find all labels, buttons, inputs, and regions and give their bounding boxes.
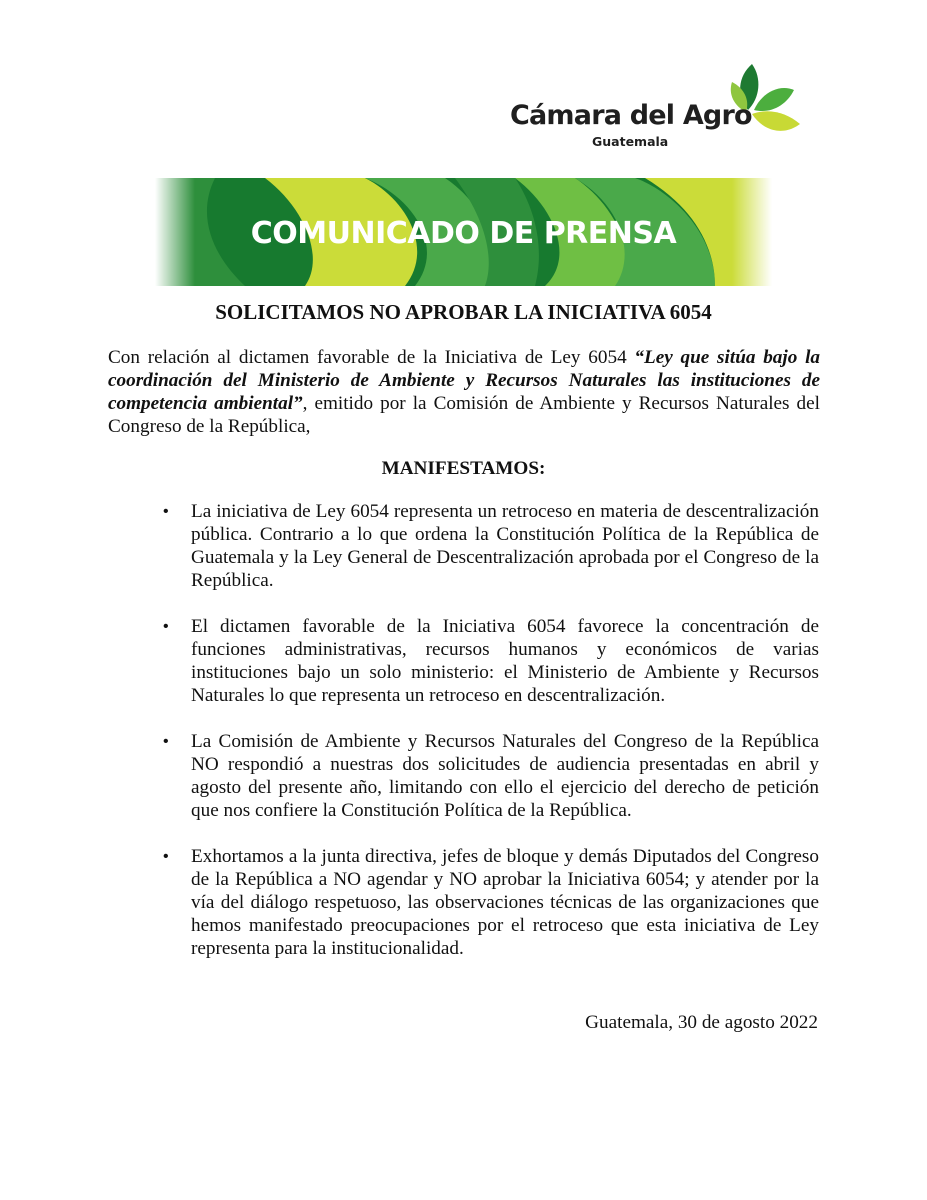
banner-title: COMUNICADO DE PRENSA bbox=[250, 216, 677, 251]
list-item-text: El dictamen favorable de la Iniciativa 6054 favorece la concentración de funciones administrativas, recursos humanos y económicos de varias instituciones bajo un solo ministerio: el Ministerio de Ambiente y Recursos Naturales lo que representa un retroceso en descentralización. bbox=[191, 616, 819, 706]
logo-name: Cámara del Agro bbox=[510, 100, 752, 131]
list-item bbox=[163, 730, 819, 822]
camara-del-agro-logo bbox=[510, 62, 800, 154]
intro-text-start: Con relación al dictamen favorable de la Iniciativa de Ley 6054 bbox=[108, 347, 635, 368]
list-item-text: La iniciativa de Ley 6054 representa un retroceso en materia de descentralización pública. Contrario a lo que ordena la Constitución Política de la República de Guatemala y la Ley General de Descentralización aprobada por el Congreso de la República. bbox=[191, 501, 819, 591]
list-item-text: La Comisión de Ambiente y Recursos Naturales del Congreso de la República NO respondió a nuestras dos solicitudes de audiencia presentadas en abril y agosto del presente año, limitando con ello el ejercicio del derecho de petición que nos confiere la Constitución Política de la República. bbox=[191, 731, 819, 821]
bullet-marker: • bbox=[163, 618, 169, 635]
date-line: Guatemala, 30 de agosto 2022 bbox=[585, 1012, 818, 1033]
intro-paragraph bbox=[108, 346, 820, 438]
list-item bbox=[163, 615, 819, 707]
statement-list bbox=[163, 500, 819, 983]
bullet-marker: • bbox=[163, 848, 169, 865]
press-release-banner bbox=[155, 178, 772, 286]
list-item bbox=[163, 500, 819, 592]
intro-text-end: , emitido por la Comisión de Ambiente y Recursos Naturales del Congreso de la República, bbox=[108, 393, 820, 437]
document-title: SOLICITAMOS NO APROBAR LA INICIATIVA 6054 bbox=[215, 300, 712, 324]
list-item-text: Exhortamos a la junta directiva, jefes de bloque y demás Diputados del Congreso de la República a NO agendar y NO aprobar la Iniciativa 6054; y atender por la vía del diálogo respetuoso, las observaciones técnicas de las organizaciones que hemos manifestado preocupaciones por el retroceso que esta iniciativa de Ley representa para la institucionalidad. bbox=[191, 846, 819, 959]
bullet-marker: • bbox=[163, 733, 169, 750]
section-heading: MANIFESTAMOS: bbox=[381, 458, 546, 479]
logo-subtitle: Guatemala bbox=[592, 134, 669, 149]
list-item bbox=[163, 845, 819, 960]
bullet-marker: • bbox=[163, 503, 169, 520]
intro-law-name: “Ley que sitúa bajo la coordinación del Ministerio de Ambiente y Recursos Naturales las instituciones de competencia ambiental” bbox=[108, 347, 821, 414]
